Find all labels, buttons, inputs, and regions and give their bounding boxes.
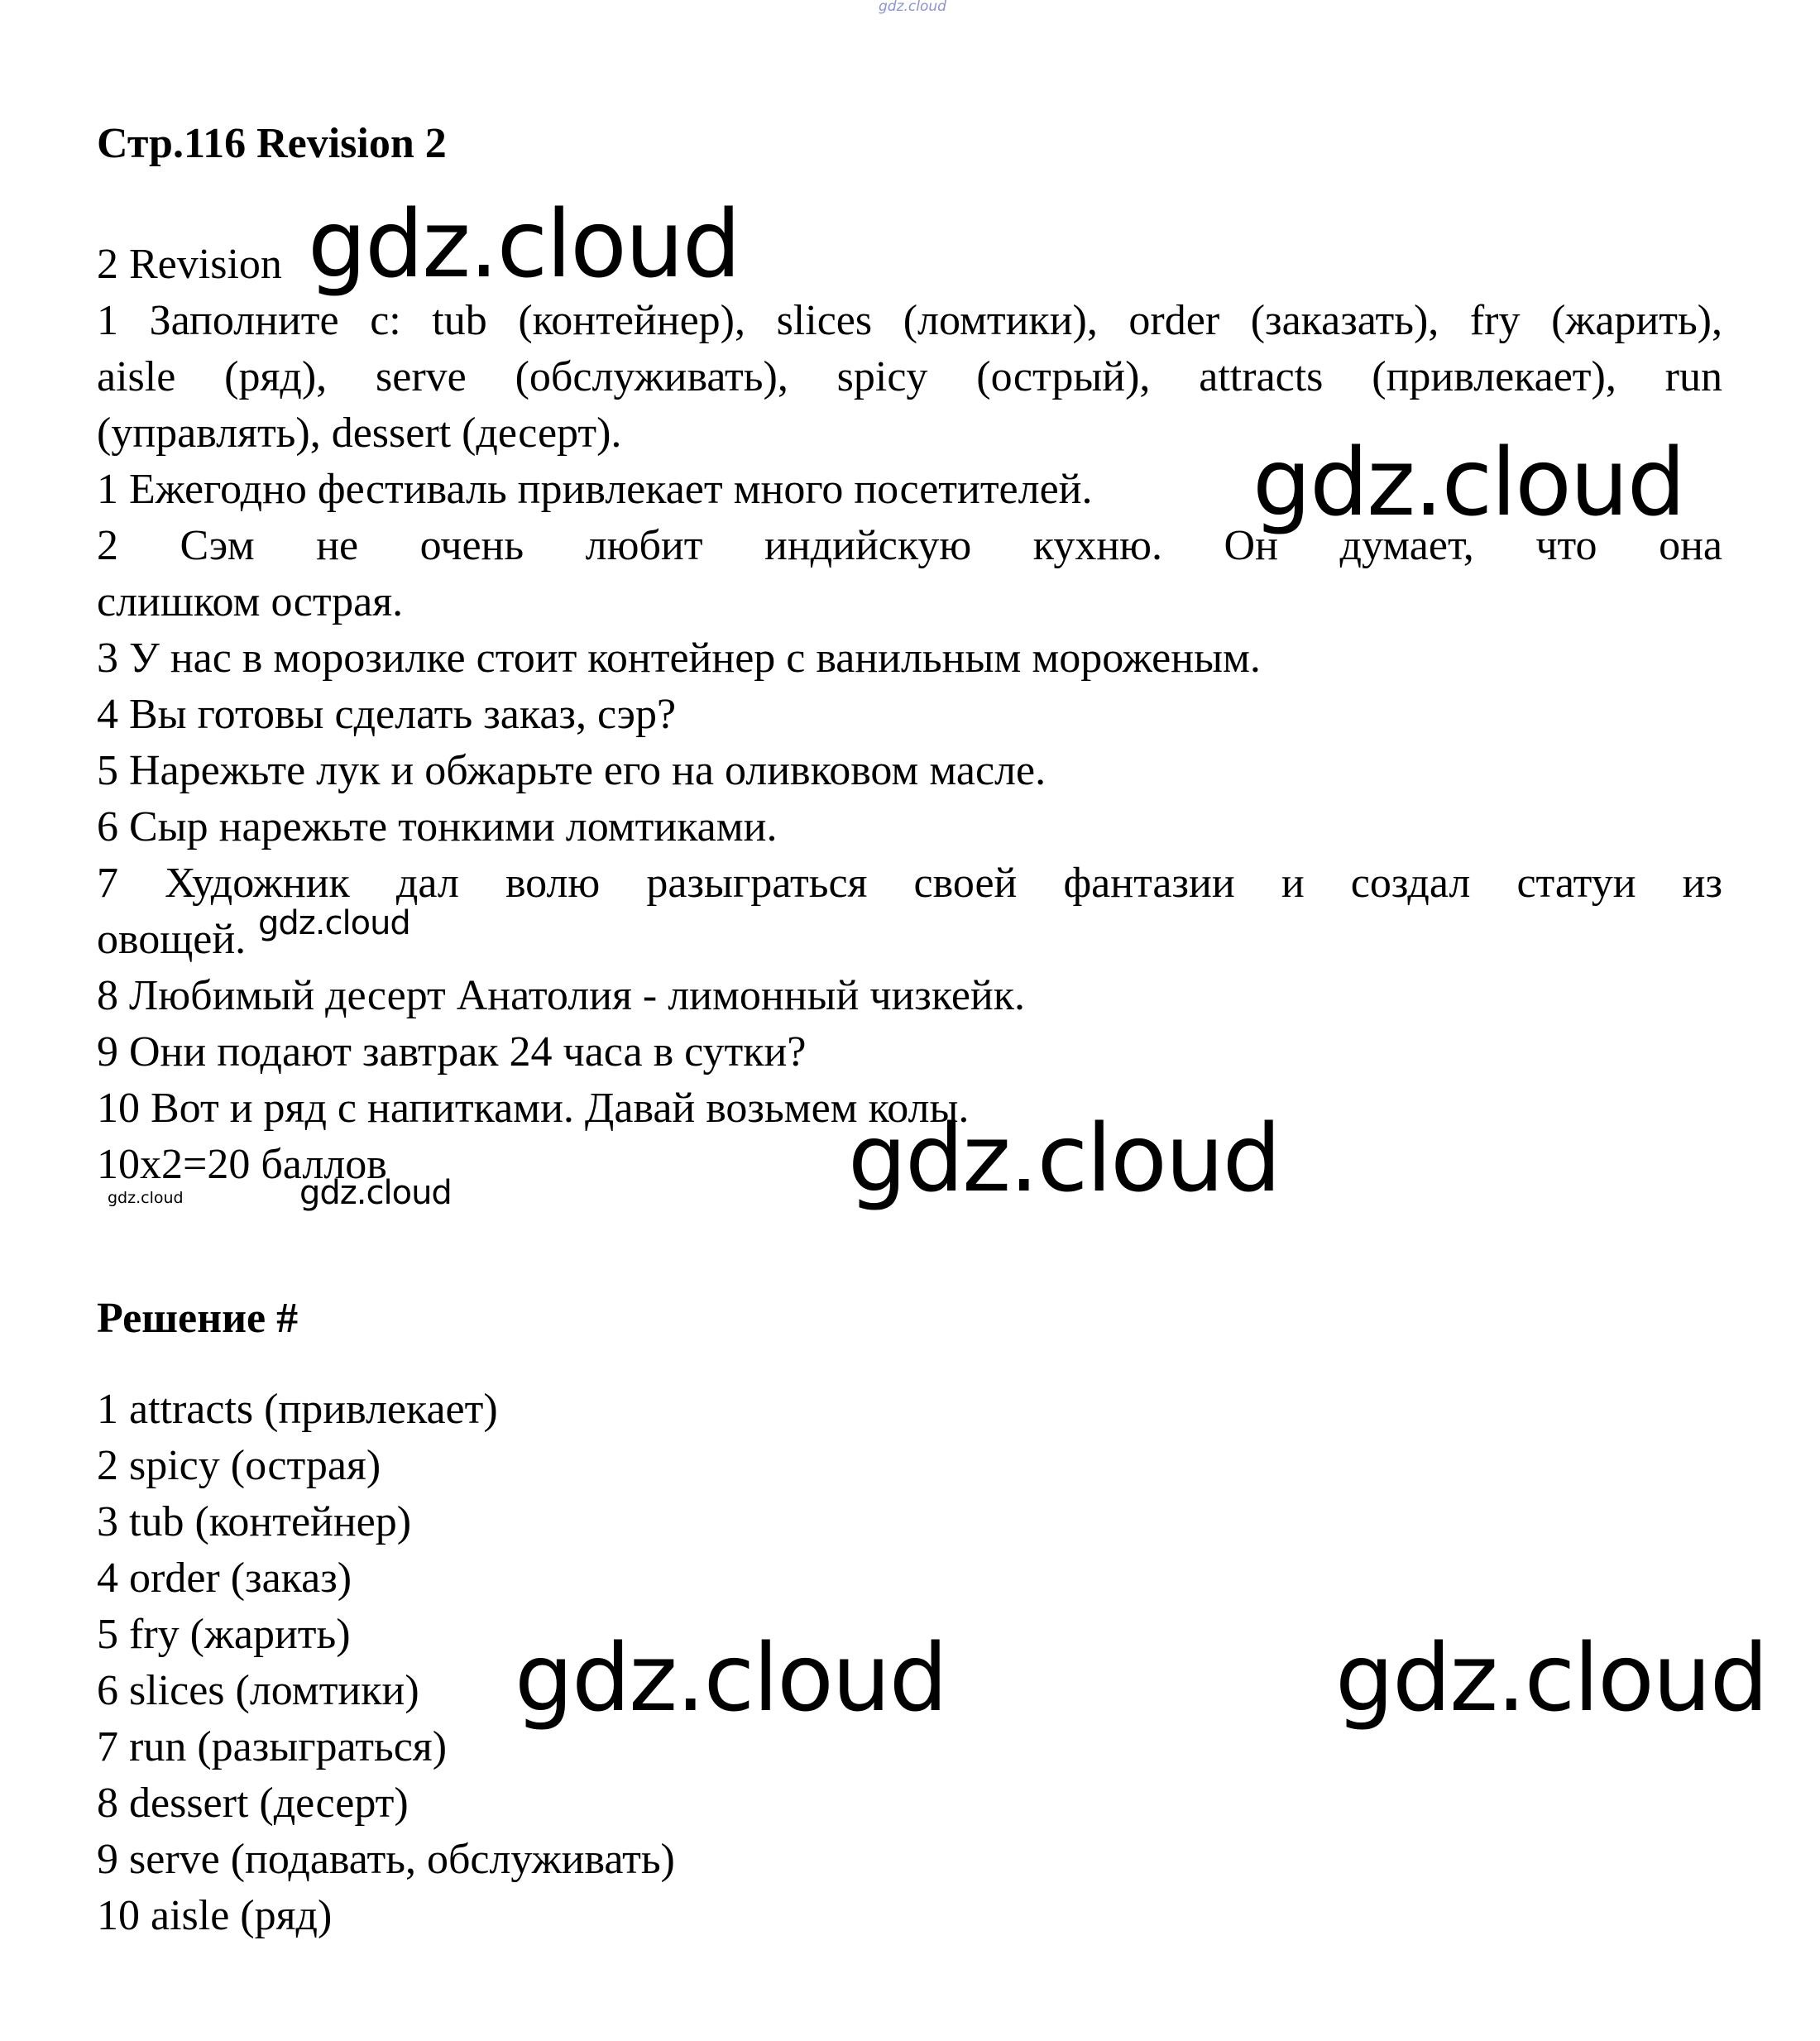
page-title: Стр.116 Revision 2 bbox=[97, 120, 447, 167]
answer-item: 3 tub (контейнер) bbox=[97, 1498, 412, 1545]
answer-item: 10 aisle (ряд) bbox=[97, 1892, 333, 1939]
answer-item: 5 fry (жарить) bbox=[97, 1611, 351, 1658]
watermark: gdz.cloud bbox=[515, 1625, 946, 1732]
sentence: 9 Они подают завтрак 24 часа в сутки? bbox=[97, 1028, 807, 1076]
sentence: 6 Сыр нарежьте тонкими ломтиками. bbox=[97, 803, 778, 850]
solution-heading: Решение # bbox=[97, 1295, 299, 1342]
sentence: 8 Любимый десерт Анатолия - лимонный чизкейк. bbox=[97, 972, 1025, 1019]
watermark: gdz.cloud bbox=[308, 191, 740, 299]
section-label-text: 2 Revision bbox=[97, 241, 282, 288]
answer-item: 4 order (заказ) bbox=[97, 1555, 352, 1602]
instruction-line: aisle (ряд), serve (обслуживать), spicy (острый), attracts (привлекает), run bbox=[97, 353, 1722, 400]
answer-item: 6 slices (ломтики) bbox=[97, 1667, 419, 1714]
score: 10x2=20 баллов bbox=[97, 1141, 387, 1188]
watermark-top: gdz.cloud bbox=[879, 0, 946, 15]
task-block bbox=[97, 293, 1722, 1193]
watermark: gdz.cloud bbox=[299, 1174, 452, 1212]
instruction-line: 1 Заполните с: tub (контейнер), slices (ломтики), order (заказать), fry (жарить), bbox=[97, 297, 1722, 344]
watermark: gdz.cloud bbox=[258, 904, 410, 942]
instruction-line: (управлять), dessert (десерт). bbox=[97, 410, 622, 457]
answer-item: 7 run (разыграться) bbox=[97, 1723, 448, 1770]
sentence: овощей. bbox=[97, 916, 247, 963]
answer-item: 1 attracts (привлекает) bbox=[97, 1386, 498, 1433]
sentence: 5 Нарежьте лук и обжарьте его на оливковом масле. bbox=[97, 747, 1046, 794]
watermark: gdz.cloud bbox=[1252, 429, 1684, 537]
sentence: 4 Вы готовы сделать заказ, сэр? bbox=[97, 691, 677, 738]
sentence: 7 Художник дал волю разыграться своей фантазии и создал статуи из bbox=[97, 860, 1722, 907]
answer-item: 8 dessert (десерт) bbox=[97, 1780, 409, 1827]
watermark: gdz.cloud bbox=[108, 1189, 184, 1207]
sentence: 3 У нас в морозилке стоит контейнер с ванильным мороженым. bbox=[97, 635, 1261, 682]
watermark: gdz.cloud bbox=[1335, 1625, 1767, 1732]
answer-item: 9 serve (подавать, обслуживать) bbox=[97, 1836, 675, 1883]
sentence: слишком острая. bbox=[97, 578, 404, 625]
sentence: 10 Вот и ряд с напитками. Давай возьмем колы. bbox=[97, 1085, 970, 1132]
sentence: 2 Сэм не очень любит индийскую кухню. Он думает, что она bbox=[97, 522, 1722, 569]
sentence: 1 Ежегодно фестиваль привлекает много посетителей. bbox=[97, 466, 1093, 513]
watermark: gdz.cloud bbox=[848, 1105, 1280, 1213]
answer-item: 2 spicy (острая) bbox=[97, 1442, 381, 1489]
